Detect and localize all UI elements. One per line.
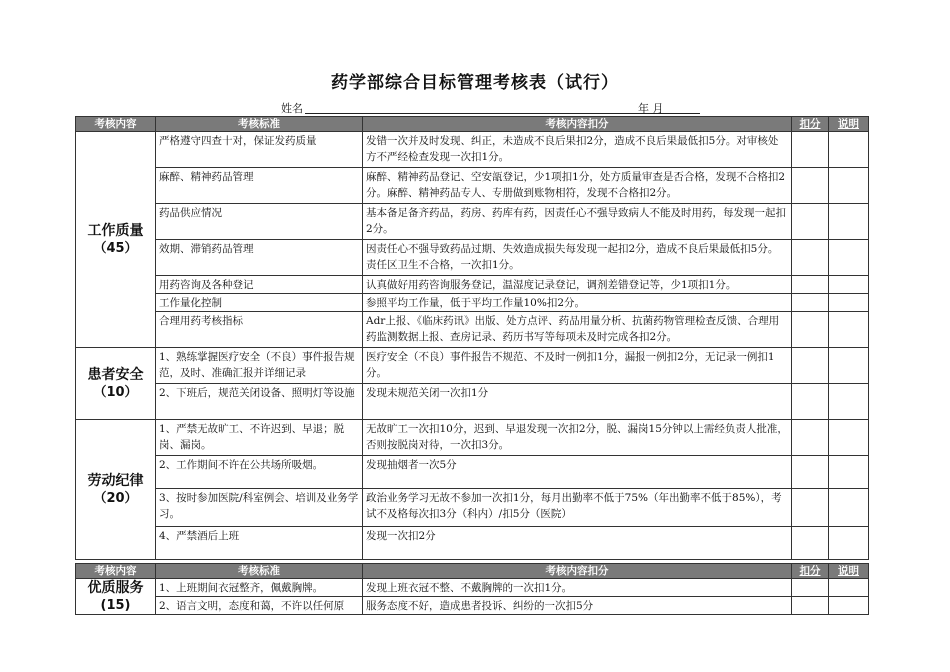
header-deduction-rule: 考核内容扣分	[363, 117, 792, 132]
deduction-rule-cell: 认真做好用药咨询服务登记，温湿度记录登记，调剂差错登记等，少1项扣1分。	[363, 276, 792, 294]
table-row	[76, 132, 869, 168]
remark-cell[interactable]	[829, 294, 869, 312]
standard-cell: 1、上班期间衣冠整齐，佩戴胸牌。	[156, 579, 363, 597]
deduction-rule-cell: 因责任心不强导致药品过期、失效造成损失每发现一起扣2分，造成不良后果最低扣5分。责任区卫生不合格，一次扣1分。	[363, 240, 792, 276]
standard-cell: 效期、滞销药品管理	[156, 240, 363, 276]
category-name: 优质服务	[87, 579, 144, 596]
standard-cell: 严格遵守四查十对，保证发药质量	[156, 132, 363, 168]
table-header-row	[76, 564, 869, 579]
deduction-rule-cell: 发现抽烟者一次5分	[363, 456, 792, 489]
remark-cell[interactable]	[829, 348, 869, 384]
deduction-cell[interactable]	[792, 384, 829, 420]
deduction-cell[interactable]	[792, 276, 829, 294]
table-row	[76, 240, 869, 276]
deduction-rule-cell: 参照平均工作量，低于平均工作量10%扣2分。	[363, 294, 792, 312]
standard-cell: 3、按时参加医院/科室例会、培训及业务学习。	[156, 489, 363, 527]
category-patient-safety	[76, 348, 156, 420]
category-name: 患者安全	[87, 366, 144, 383]
table-row	[76, 489, 869, 527]
table-row	[76, 420, 869, 456]
deduction-cell[interactable]	[792, 527, 829, 560]
table-row	[76, 384, 869, 420]
form-title: 药学部综合目标管理考核表（试行）	[331, 73, 619, 93]
category-score: （10）	[93, 384, 138, 400]
deduction-cell[interactable]	[792, 348, 829, 384]
deduction-rule-cell: 发现一次扣2分	[363, 527, 792, 560]
deduction-rule-cell: Adr上报、《临床药讯》出版、处方点评、药品用量分析、抗菌药物管理检查反馈、合理用药监测数据上报、查房记录、药历书写等每项未及时完成各扣2分。	[363, 312, 792, 348]
remark-cell[interactable]	[829, 456, 869, 489]
table-row	[76, 204, 869, 240]
remark-cell[interactable]	[829, 132, 869, 168]
deduction-rule-cell: 医疗安全（不良）事件报告不规范、不及时一例扣1分，漏报一例扣2分，无记录一例扣1分。	[363, 348, 792, 384]
standard-cell: 4、严禁酒后上班	[156, 527, 363, 560]
deduction-cell[interactable]	[792, 132, 829, 168]
deduction-rule-cell: 发现未规范关闭一次扣1分	[363, 384, 792, 420]
deduction-rule-cell: 无故旷工一次扣10分，迟到、早退发现一次扣2分，脱、漏岗15分钟以上需经负责人批准，否则按脱岗对待，一次扣3分。	[363, 420, 792, 456]
deduction-cell[interactable]	[792, 489, 829, 527]
deduction-rule-cell: 发错一次并及时发现、纠正，未造成不良后果扣2分，造成不良后果最低扣5分。对审核处方不严经检查发现一次扣1分。	[363, 132, 792, 168]
deduction-rule-cell: 基本备足备齐药品，药房、药库有药，因责任心不强导致病人不能及时用药，每发现一起扣2分。	[363, 204, 792, 240]
standard-cell: 工作量化控制	[156, 294, 363, 312]
table-row	[76, 168, 869, 204]
remark-cell[interactable]	[829, 240, 869, 276]
remark-cell[interactable]	[829, 527, 869, 560]
deduction-rule-cell: 发现上班衣冠不整、不戴胸牌的一次扣1分。	[363, 579, 792, 597]
remark-cell[interactable]	[829, 489, 869, 527]
standard-cell: 麻醉、精神药品管理	[156, 168, 363, 204]
category-work-quality	[76, 132, 156, 348]
remark-cell[interactable]	[829, 384, 869, 420]
deduction-cell[interactable]	[792, 456, 829, 489]
table-row	[76, 294, 869, 312]
table-header-row	[76, 117, 869, 132]
header-deduction: 扣分	[792, 117, 829, 132]
deduction-cell[interactable]	[792, 312, 829, 348]
header-deduction: 扣分	[792, 564, 829, 579]
remark-cell[interactable]	[829, 597, 869, 615]
category-name: 工作质量	[87, 222, 144, 239]
year-month-label: 年 月	[638, 102, 664, 115]
standard-cell: 2、工作期间不许在公共场所吸烟。	[156, 456, 363, 489]
name-date-line	[75, 100, 875, 116]
table-row	[76, 527, 869, 560]
name-label: 姓名	[281, 102, 303, 115]
deduction-rule-cell: 政治业务学习无故不参加一次扣1分，每月出勤率不低于75%（年出勤率不低于85%），考试不及格每次扣3分（科内）/扣5分（医院）	[363, 489, 792, 527]
table-row	[76, 312, 869, 348]
category-name: 劳动纪律	[87, 472, 144, 489]
category-score: (15)	[100, 597, 131, 613]
table-row	[76, 579, 869, 597]
assessment-table	[75, 116, 869, 560]
deduction-rule-cell: 服务态度不好，造成患者投诉、纠纷的一次扣5分	[363, 597, 792, 615]
category-labor-discipline	[76, 420, 156, 560]
standard-cell: 2、语言文明，态度和蔼，不许以任何原	[156, 597, 363, 615]
category-score: （45）	[93, 240, 138, 256]
table-row	[76, 456, 869, 489]
deduction-cell[interactable]	[792, 204, 829, 240]
table-row	[76, 276, 869, 294]
remark-cell[interactable]	[829, 168, 869, 204]
deduction-rule-cell: 麻醉、精神药品登记、空安瓿登记，少1项扣1分，处方质量审查是否合格，发现不合格扣2分。麻醉、精神药品专人、专册做到账物相符，发现不合格扣2分。	[363, 168, 792, 204]
header-deduction-rule: 考核内容扣分	[363, 564, 792, 579]
header-remark: 说明	[829, 564, 869, 579]
assessment-table-continued	[75, 563, 869, 615]
remark-cell[interactable]	[829, 312, 869, 348]
standard-cell: 用药咨询及各种登记	[156, 276, 363, 294]
deduction-cell[interactable]	[792, 597, 829, 615]
deduction-cell[interactable]	[792, 240, 829, 276]
standard-cell: 合理用药考核指标	[156, 312, 363, 348]
standard-cell: 2、下班后，规范关闭设备、照明灯等设施	[156, 384, 363, 420]
header-standard: 考核标准	[156, 564, 363, 579]
header-category: 考核内容	[76, 564, 156, 579]
deduction-cell[interactable]	[792, 579, 829, 597]
table-row	[76, 597, 869, 615]
header-standard: 考核标准	[156, 117, 363, 132]
header-category: 考核内容	[76, 117, 156, 132]
deduction-cell[interactable]	[792, 420, 829, 456]
remark-cell[interactable]	[829, 420, 869, 456]
standard-cell: 药品供应情况	[156, 204, 363, 240]
category-quality-service	[76, 579, 156, 615]
header-remark: 说明	[829, 117, 869, 132]
standard-cell: 1、熟练掌握医疗安全（不良）事件报告规范，及时、准确汇报并详细记录	[156, 348, 363, 384]
deduction-cell[interactable]	[792, 168, 829, 204]
category-score: （20）	[93, 490, 138, 506]
deduction-cell[interactable]	[792, 294, 829, 312]
remark-cell[interactable]	[829, 276, 869, 294]
remark-cell[interactable]	[829, 579, 869, 597]
table-row	[76, 348, 869, 384]
remark-cell[interactable]	[829, 204, 869, 240]
standard-cell: 1、严禁无故旷工、不许迟到、早退；脱岗、漏岗。	[156, 420, 363, 456]
